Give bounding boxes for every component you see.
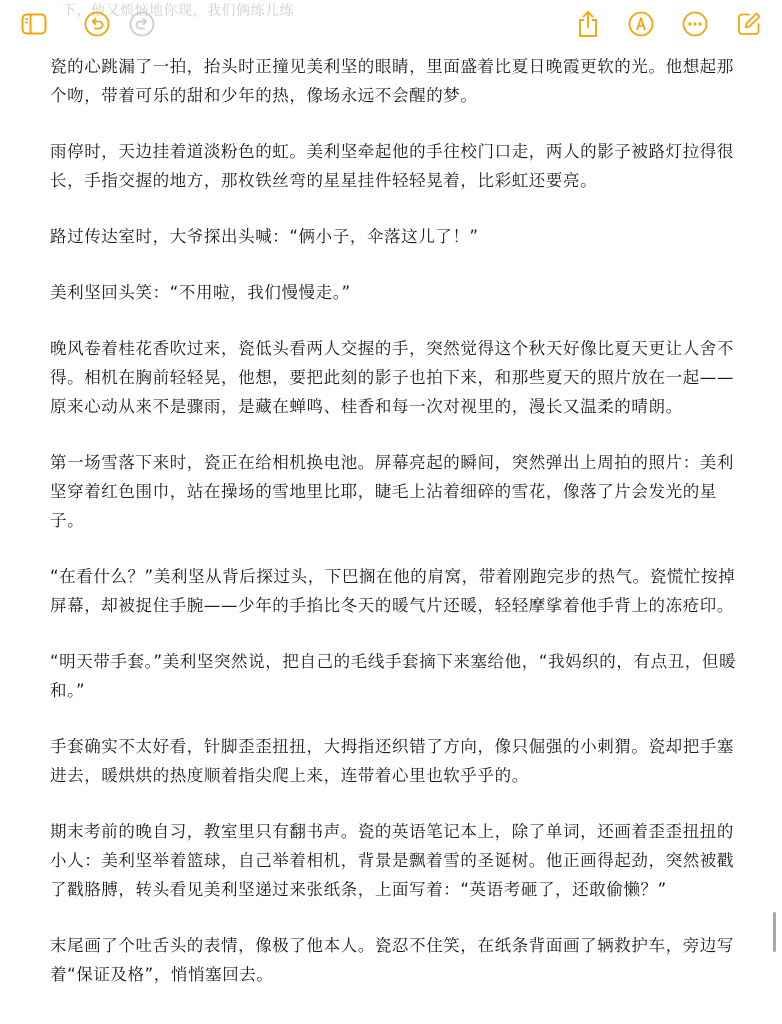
sidebar-toggle-button[interactable] xyxy=(20,10,48,38)
vertical-scrollbar[interactable] xyxy=(773,912,776,952)
notes-toolbar xyxy=(0,0,782,46)
markup-button[interactable] xyxy=(627,10,655,38)
share-icon xyxy=(576,10,600,38)
undo-button[interactable] xyxy=(83,10,111,38)
compose-icon xyxy=(736,11,762,37)
note-paragraph: 瓷的心跳漏了一拍，抬头时正撞见美利坚的眼睛，里面盛着比夏日晚霞更软的光。他想起那个吻，带着可乐的甜和少年的热，像场永远不会醒的梦。 xyxy=(50,57,734,105)
note-paragraph: 美利坚回头笑：“不用啦，我们慢慢走。” xyxy=(50,283,351,302)
note-body[interactable] xyxy=(50,52,750,1016)
note-paragraph: 雨停时，天边挂着道淡粉色的虹。美利坚牵起他的手往校门口走，两人的影子被路灯拉得很长，手指交握的地方，那枚铁丝弯的星星挂件轻轻晃着，比彩虹还要亮。 xyxy=(50,142,734,190)
note-paragraph: 第一场雪落下来时，瓷正在给相机换电池。屏幕亮起的瞬间，突然弹出上周拍的照片：美利坚穿着红色围巾，站在操场的雪地里比耶，睫毛上沾着细碎的雪花，像落了片会发光的星子。 xyxy=(50,453,734,530)
redo-button[interactable] xyxy=(128,10,156,38)
more-icon xyxy=(682,11,708,37)
note-paragraph: “明天带手套。”美利坚突然说，把自己的毛线手套摘下来塞给他，“我妈织的，有点丑，但暖和。” xyxy=(50,652,737,700)
note-paragraph: 末尾画了个吐舌头的表情，像极了他本人。瓷忍不住笑，在纸条背面画了辆救护车，旁边写着“保证及格”，悄悄塞回去。 xyxy=(50,936,734,984)
undo-icon xyxy=(84,11,110,37)
note-paragraph: 期末考前的晚自习，教室里只有翻书声。瓷的英语笔记本上，除了单词，还画着歪歪扭扭的小人：美利坚举着篮球，自己举着相机，背景是飘着雪的圣诞树。他正画得起劲，突然被戳了戳胳膊，转头看见美利坚递过来张纸条，上面写着：“英语考砸了，还敢偷懒？” xyxy=(50,822,734,899)
note-paragraph: 路过传达室时，大爷探出头喊：“俩小子，伞落这儿了！” xyxy=(50,227,479,246)
note-paragraph: “在看什么？”美利坚从背后探过头，下巴搁在他的肩窝，带着刚跑完步的热气。瓷慌忙按掉屏幕，却被捉住手腕——少年的手掐比冬天的暖气片还暖，轻轻摩挲着他手背上的冻疮印。 xyxy=(50,567,736,615)
share-button[interactable] xyxy=(574,10,602,38)
note-paragraph: 手套确实不太好看，针脚歪歪扭扭，大拇指还织错了方向，像只倔强的小刺猬。瓷却把手塞进去，暖烘烘的热度顺着指尖爬上来，连带着心里也软乎乎的。 xyxy=(50,737,734,785)
scrolled-text-fragment: 下，他又烦恼地你现，我们俩练儿练 xyxy=(62,3,294,19)
new-note-button[interactable] xyxy=(735,10,763,38)
sidebar-icon xyxy=(21,13,47,35)
note-paragraph: 晚风卷着桂花香吹过来，瓷低头看两人交握的手，突然觉得这个秋天好像比夏天更让人舍不得。相机在胸前轻轻晃，他想，要把此刻的影子也拍下来，和那些夏天的照片放在一起——原来心动从来不是骤雨，是藏在蝉鸣、桂香和每一次对视里的，漫长又温柔的晴朗。 xyxy=(50,339,734,416)
markup-icon xyxy=(628,11,654,37)
redo-icon xyxy=(129,11,155,37)
more-options-button[interactable] xyxy=(681,10,709,38)
